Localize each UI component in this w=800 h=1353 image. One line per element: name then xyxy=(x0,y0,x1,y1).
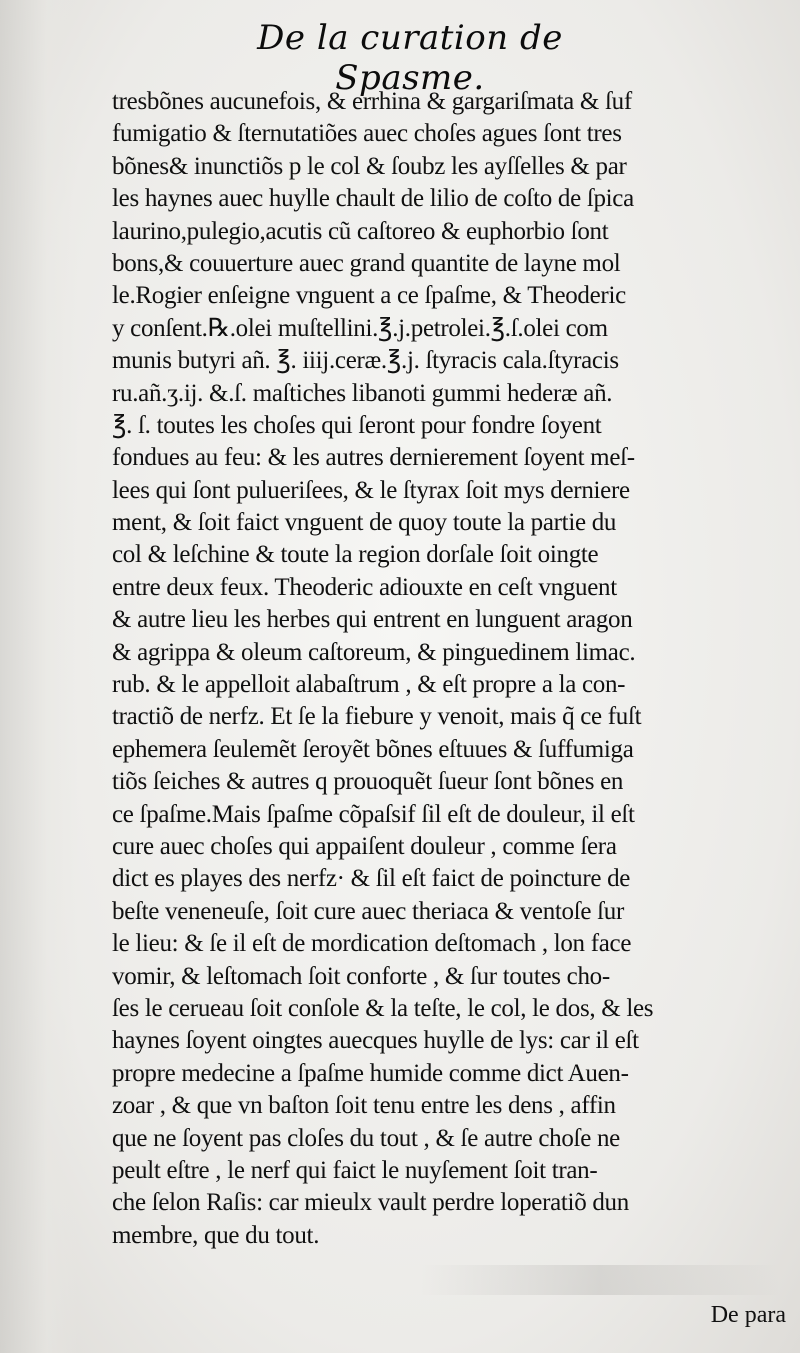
text-line: zoar , & que vn baſton ſoit tenu entre les dens , affin xyxy=(112,1092,616,1120)
text-line: ce ſpaſme.Mais ſpaſme cõpaſsif ſil eſt de douleur, il eſt xyxy=(112,800,635,828)
text-line: peult eſtre , le nerf qui faict le nuyſement ſoit tran- xyxy=(112,1156,598,1184)
text-line: cure auec choſes qui appaiſent douleur , comme ſera xyxy=(112,832,617,860)
text-line: haynes ſoyent oingtes auecques huylle de lys: car il eſt xyxy=(112,1027,639,1055)
text-line: membre, que du tout. xyxy=(112,1221,320,1249)
ink-show-through xyxy=(420,1265,780,1295)
text-line: vomir, & leſtomach ſoit conforte , & ſur toutes cho- xyxy=(112,962,610,990)
text-line: le.Rogier enſeigne vnguent a ce ſpaſme, & Theoderic xyxy=(112,282,626,310)
text-line: rub. & le appelloit alabaſtrum , & eſt propre a la con- xyxy=(112,671,626,699)
facing-page-edge xyxy=(0,0,78,1353)
text-line: que ne ſoyent pas cloſes du tout , & ſe autre choſe ne xyxy=(112,1124,620,1152)
text-line: entre deux feux. Theoderic adiouxte en ceſt vnguent xyxy=(112,573,617,601)
text-line: & autre lieu les herbes qui entrent en lunguent aragon xyxy=(112,606,633,634)
body-text xyxy=(112,86,792,1252)
text-line: laurino,pulegio,acutis cũ caſtoreo & euphorbio ſont xyxy=(112,217,609,245)
text-line: ment, & ſoit faict vnguent de quoy toute la partie du xyxy=(112,509,617,537)
text-line: dict es playes des nerfz· & ſil eſt faict de poincture de xyxy=(112,865,631,893)
text-line: col & leſchine & toute la region dorſale ſoit oingte xyxy=(112,541,599,569)
text-line: ℥. ſ. toutes les choſes qui ſeront pour fondre ſoyent xyxy=(112,411,602,439)
text-line: les haynes auec huylle chault de lilio de coſto de ſpica xyxy=(112,185,634,213)
text-line: beſte veneneuſe, ſoit cure auec theriaca & ventoſe ſur xyxy=(112,897,625,925)
text-line: lees qui ſont pulueriſees, & le ſtyrax ſoit mys derniere xyxy=(112,476,630,504)
text-line: y conſent.℞.olei muſtellini.℥.j.petrolei.℥.ſ.olei com xyxy=(112,314,608,342)
text-line: tiõs ſeiches & autres q prouoquẽt ſueur ſont bõnes en xyxy=(112,768,624,796)
text-line: tractiõ de nerfz. Et ſe la fiebure y venoit, mais q̃ ce fuſt xyxy=(112,703,642,731)
text-line: ephemera ſeulemẽt ſeroyẽt bõnes eſtuues & ſuffumiga xyxy=(112,735,634,763)
text-line: munis butyri añ. ℥. iiij.ceræ.℥.j. ſtyracis cala.ſtyracis xyxy=(112,347,619,375)
text-line: propre medecine a ſpaſme humide comme dict Auen- xyxy=(112,1059,629,1087)
text-line: fumigatio & ſternutatiões auec choſes agues ſont tres xyxy=(112,120,622,148)
text-line: che ſelon Raſis: car mieulx vault perdre loperatiõ dun xyxy=(112,1189,629,1217)
text-line: bons,& couuerture auec grand quantite de layne mol xyxy=(112,249,621,277)
text-line: bõnes& inunctiõs p le col & ſoubz les ayſſelles & par xyxy=(112,152,627,180)
running-head: De la curation de Spasme. xyxy=(257,18,563,98)
text-line: le lieu: & ſe il eſt de mordication deſtomach , lon face xyxy=(112,930,632,958)
text-line: ru.añ.ʒ.ij. &.ſ. maſtiches libanoti gummi hederæ añ. xyxy=(112,379,613,407)
text-line: ſes le cerueau ſoit conſole & la teſte, le col, le dos, & les xyxy=(112,994,654,1022)
text-line: tresbõnes aucunefois, & errhina & gargariſmata & ſuf xyxy=(112,88,632,115)
text-line: & agrippa & oleum caſtoreum, & pinguedinem limac. xyxy=(112,638,636,666)
text-line: fondues au feu: & les autres dernierement ſoyent meſ- xyxy=(112,444,635,472)
catchword: De para xyxy=(710,1302,786,1328)
